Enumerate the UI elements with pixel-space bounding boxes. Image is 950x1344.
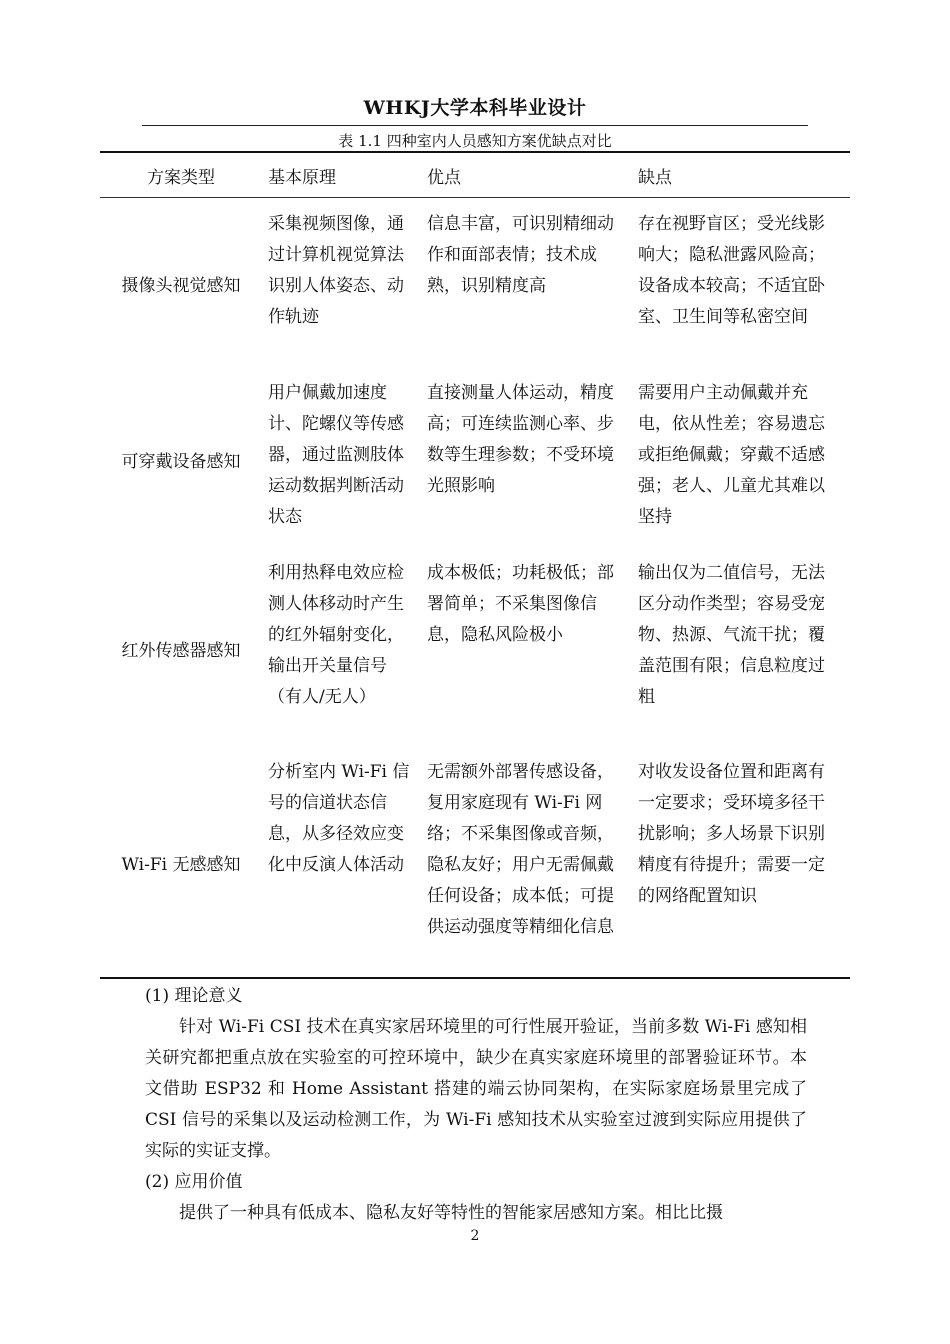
table-header-rule xyxy=(100,197,850,198)
table-cell-cons: 对收发设备位置和距离有一定要求；受环境多径干扰影响；多人场景下识别精度有待提升；需要一定的网络配置知识 xyxy=(638,762,825,906)
table-cell-principle: 分析室内 Wi-Fi 信号的信道状态信息，从多径效应变化中反演人体活动 xyxy=(268,762,410,875)
table-cell-cons: 输出仅为二值信号，无法区分动作类型；容易受宠物、热源、气流干扰；覆盖范围有限；信息粒度过粗 xyxy=(638,563,825,707)
table-cell-principle: 采集视频图像，通过计算机视觉算法识别人体姿态、动作轨迹 xyxy=(268,214,404,327)
section-heading-application: (2) 应用价值 xyxy=(145,1172,243,1192)
page-number: 2 xyxy=(470,1228,480,1244)
table-cell-pros: 无需额外部署传感设备，复用家庭现有 Wi-Fi 网络；不采集图像或音频，隐私友好；用户无需佩戴任何设备；成本低；可提供运动强度等精细化信息 xyxy=(427,762,614,937)
column-header-cons: 缺点 xyxy=(638,168,672,188)
column-header-type: 方案类型 xyxy=(147,168,215,188)
column-header-principle: 基本原理 xyxy=(268,168,336,188)
table-cell-principle: 利用热释电效应检测人体移动时产生的红外辐射变化，输出开关量信号（有人/无人） xyxy=(268,563,404,707)
table-cell-pros: 信息丰富，可识别精细动作和面部表情；技术成熟，识别精度高 xyxy=(427,214,614,296)
table-cell-cons: 存在视野盲区；受光线影响大；隐私泄露风险高；设备成本较高；不适宜卧室、卫生间等私密空间 xyxy=(638,214,825,327)
table-bottom-rule xyxy=(100,977,850,979)
table-cell-type: 红外传感器感知 xyxy=(121,641,241,661)
running-header: WHKJ大学本科毕业设计 xyxy=(363,97,587,119)
table-top-rule xyxy=(100,151,850,153)
table-cell-principle: 用户佩戴加速度计、陀螺仪等传感器，通过监测肢体运动数据判断活动状态 xyxy=(268,383,404,527)
paragraph-application: 提供了一种具有低成本、隐私友好等特性的智能家居感知方案。相比比摄 xyxy=(179,1203,723,1223)
column-header-pros: 优点 xyxy=(427,168,461,188)
section-heading-theory: (1) 理论意义 xyxy=(145,986,243,1006)
table-caption: 表 1.1 四种室内人员感知方案优缺点对比 xyxy=(338,132,612,150)
table-cell-pros: 成本极低；功耗极低；部署简单；不采集图像信息，隐私风险极小 xyxy=(427,563,614,645)
table-cell-cons: 需要用户主动佩戴并充电，依从性差；容易遗忘或拒绝佩戴；穿戴不适感强；老人、儿童尤其难以坚持 xyxy=(638,383,825,527)
paragraph-theory: 针对 Wi-Fi CSI 技术在真实家居环境里的可行性展开验证，当前多数 Wi-Fi 感知相关研究都把重点放在实验室的可控环境中，缺少在真实家庭环境里的部署验证环节。本文借助 ESP32 和 Home Assistant 搭建的端云协同架构，在实际家庭场景里完成了 CSI 信号的采集以及运动检测工作，为 Wi-Fi 感知技术从实验室过渡到实际应用提供了实际的实证支撑。 xyxy=(145,1017,807,1161)
table-cell-type: 摄像头视觉感知 xyxy=(121,276,241,296)
table-cell-type: 可穿戴设备感知 xyxy=(121,452,241,472)
header-rule xyxy=(142,125,808,126)
table-cell-pros: 直接测量人体运动，精度高；可连续监测心率、步数等生理参数；不受环境光照影响 xyxy=(427,383,614,496)
table-cell-type: Wi-Fi 无感感知 xyxy=(121,855,241,875)
